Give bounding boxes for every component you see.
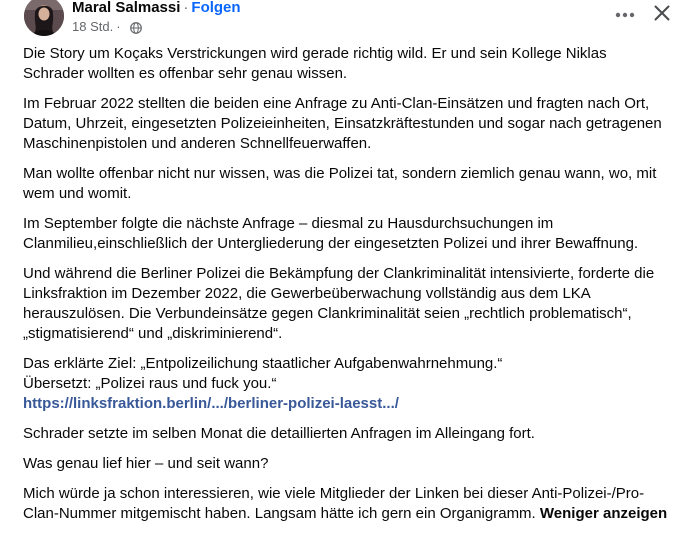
- post-meta: [72, 18, 142, 35]
- more-horizontal-icon: [615, 5, 635, 23]
- follow-button[interactable]: Folgen: [191, 0, 241, 16]
- see-less-button[interactable]: Weniger anzeigen: [539, 505, 668, 522]
- article-link[interactable]: https://linksfraktion.berlin/.../berliner-polizei-laesst.../: [23, 395, 399, 412]
- timestamp[interactable]: 18 Std.: [72, 19, 114, 34]
- post-paragraph: Die Story um Koçaks Verstrickungen wird gerade richtig wild. Er und sein Kollege Niklas Schrader wollten es offenbar sehr genau wissen.: [23, 45, 607, 82]
- post-paragraph: Was genau lief hier – und seit wann?: [23, 455, 269, 472]
- post-paragraph-with-link: [23, 354, 668, 414]
- post-paragraph: Schrader setzte im selben Monat die detaillierten Anfragen im Alleingang fort.: [23, 425, 535, 442]
- author-avatar[interactable]: [24, 0, 64, 36]
- post-paragraph: Im September folgte die nächste Anfrage – diesmal zu Hausdurchsuchungen im Clanmilieu,einschließlich der Untergliederung der eingesetzten Polizei und ihrer Bewaffnung.: [23, 215, 639, 252]
- author-line: [72, 0, 241, 17]
- close-button[interactable]: [648, 2, 676, 28]
- last-paragraph-text: Mich würde ja schon interessieren, wie viele Mitglieder der Linken bei dieser Anti-Polizei-/Pro-Clan-Nummer mitgemischt haben. Langsam hätte ich gern ein Organigramm.: [23, 485, 645, 522]
- goal-line: Das erklärte Ziel: „Entpolizeilichung staatlicher Aufgabenwahrnehmung.“: [23, 355, 503, 372]
- post-paragraph: Im Februar 2022 stellten die beiden eine Anfrage zu Anti-Clan-Einsätzen und fragten nach Ort, Datum, Uhrzeit, eingesetzten Polizeieinheiten, Einsatzkräftestunden und sogar nach getragenen Maschinenpistolen und anderen Schnellfeuerwaffen.: [23, 95, 662, 152]
- post-body: [23, 44, 668, 534]
- post-paragraph-last: [23, 484, 668, 524]
- globe-icon: [130, 21, 142, 33]
- post-paragraph: Man wollte offenbar nicht nur wissen, was die Polizei tat, sondern ziemlich genau wann, wo, mit wem und womit.: [23, 165, 657, 202]
- separator: ·: [183, 0, 189, 16]
- more-options-button[interactable]: [611, 2, 639, 26]
- timestamp-separator: ·: [116, 19, 121, 34]
- author-name[interactable]: Maral Salmassi: [72, 0, 181, 16]
- translation-line: Übersetzt: „Polizei raus und fuck you.“: [23, 375, 277, 392]
- close-icon: [654, 5, 670, 26]
- post-paragraph: Und während die Berliner Polizei die Bekämpfung der Clankriminalität intensivierte, forderte die Linksfraktion im Dezember 2022, die Gewerbeüberwachung vollständig aus dem LKA herauszulösen. Die Verbundeinsätze gegen Clankriminalität seien „rechtlich problematisch“, „stigmatisierend“ und „diskriminierend“.: [23, 265, 655, 342]
- post-header: [22, 0, 662, 40]
